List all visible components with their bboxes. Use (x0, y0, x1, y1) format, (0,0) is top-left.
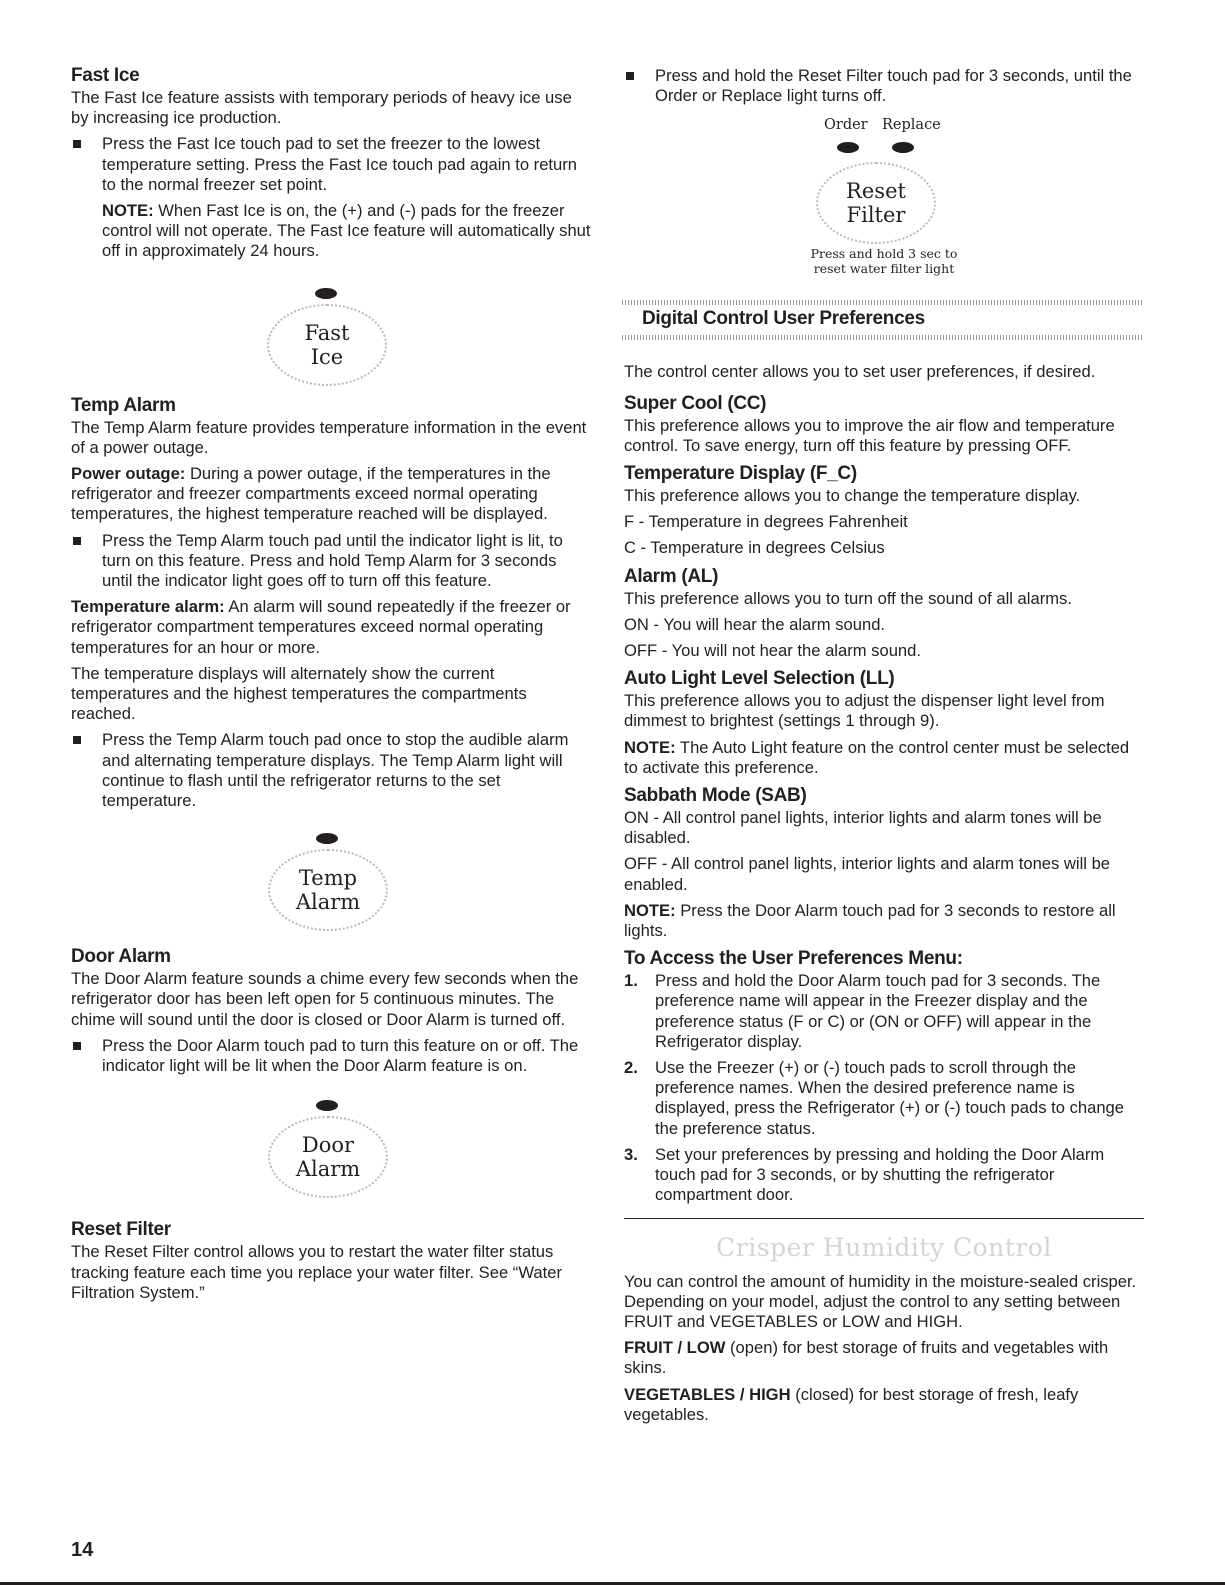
access-step (624, 971, 1144, 1052)
power-outage-label: Power outage: (71, 464, 186, 484)
access-menu-heading: To Access the User Preferences Menu: (624, 948, 963, 970)
note-label: NOTE: (624, 737, 676, 757)
pad-label-line2: Filter (846, 203, 906, 228)
pad-label-line1: Fast (304, 320, 350, 345)
alarm-off: OFF - You will not hear the alarm sound. (624, 641, 921, 661)
alarm-on: ON - You will hear the alarm sound. (624, 614, 886, 634)
note-label: NOTE: (102, 201, 154, 221)
sabbath-heading: Sabbath Mode (SAB) (624, 785, 807, 807)
hatch-divider (622, 300, 1142, 305)
temperature-alarm-paragraph (71, 597, 591, 658)
right-column (624, 66, 1144, 1431)
reset-filter-intro: The Reset Filter control allows you to restart the water filter status tracking feature each time you replace your water filter. See “Water Filtration System.” (71, 1242, 562, 1302)
section-divider (624, 1218, 1144, 1219)
note-label: NOTE: (624, 900, 676, 920)
dcup-intro: The control center allows you to set user preferences, if desired. (624, 362, 1096, 382)
indicator-light-icon (316, 833, 338, 844)
pad-label-line1: Reset (846, 179, 906, 204)
note-text: Press the Door Alarm touch pad for 3 seconds to restore all lights. (624, 900, 1116, 941)
order-label: Order (824, 117, 868, 134)
fruit-text: (open) for best storage of fruits and vegetables with skins. (624, 1338, 1109, 1378)
pad-label-line2: Alarm (295, 1157, 361, 1182)
step-text: Set your preferences by pressing and holding the Door Alarm touch pad for 3 seconds, or by shutting the refrigerator compartment door. (655, 1144, 1105, 1205)
crisper-vegetables (624, 1385, 1144, 1425)
temperature-displays-paragraph: The temperature displays will alternately show the current temperatures and the highest temperatures the compartments reached. (71, 663, 527, 724)
alarm-text: This preference allows you to turn off the sound of all alarms. (624, 588, 1072, 608)
page-number: 14 (71, 1539, 94, 1561)
pad-label-line2: Ice (310, 344, 344, 369)
crisper-fruit (624, 1338, 1144, 1378)
pad-label-line1: Temp (298, 866, 358, 891)
note-text: When Fast Ice is on, the (+) and (-) pads for the freezer control will not operate. The Fast Ice feature will automatically shut off in approximately 24 hours. (102, 201, 591, 261)
indicator-light-icon (316, 1100, 338, 1111)
step-number: 3. (624, 1144, 638, 1164)
temperature-alarm-text: An alarm will sound repeatedly if the freezer or refrigerator compartment temperatures exceed normal operating temperatures for an hour or more. (71, 597, 571, 657)
alarm-heading: Alarm (AL) (624, 565, 719, 587)
access-step (624, 1145, 1144, 1206)
door-alarm-bullet: Press the Door Alarm touch pad to turn this feature on or off. The indicator light will be lit when the Door Alarm feature is on. (71, 1036, 591, 1076)
step-number: 2. (624, 1058, 638, 1078)
power-outage-paragraph (71, 464, 591, 525)
door-alarm-section (71, 945, 591, 1206)
vegetables-text: (closed) for best storage of fresh, leafy vegetables. (624, 1384, 1079, 1424)
temp-alarm-bullet-1: Press the Temp Alarm touch pad until the indicator light is lit, to turn on this feature. Press and hold Temp Alarm for 3 seconds until the indicator light goes off to turn off this feature. (71, 531, 591, 592)
step-number: 1. (624, 971, 638, 991)
temp-alarm-pad (268, 849, 388, 931)
power-outage-text: During a power outage, if the temperatures in the refrigerator and freezer compartments exceed normal operating temperatures, the highest temperature reached will be displayed. (71, 464, 551, 524)
reset-caption-line1: Press and hold 3 sec to (810, 246, 958, 262)
temp-alarm-intro: The Temp Alarm feature provides temperature information in the event of a power outage. (71, 417, 587, 457)
temp-alarm-section (71, 394, 591, 940)
super-cool-heading: Super Cool (CC) (624, 392, 767, 414)
auto-light-note (624, 738, 1144, 778)
reset-filter-bullet: Press and hold the Reset Filter touch pad for 3 seconds, until the Order or Replace light turns off. (624, 66, 1144, 106)
fast-ice-section (71, 64, 591, 386)
temp-alarm-heading: Temp Alarm (71, 394, 176, 416)
auto-light-text: This preference allows you to adjust the dispenser light level from dimmest to brightest (settings 1 through 9). (624, 691, 1105, 731)
digital-control-preferences-banner (622, 292, 1142, 350)
door-alarm-heading: Door Alarm (71, 946, 171, 968)
pad-label-line1: Door (301, 1133, 355, 1158)
pad-label-line2: Alarm (295, 890, 361, 915)
temp-display-f: F - Temperature in degrees Fahrenheit (624, 512, 908, 532)
crisper-title: Crisper Humidity Control (716, 1232, 1052, 1262)
reset-filter-pad (816, 162, 936, 244)
access-step (624, 1058, 1144, 1139)
sabbath-on: ON - All control panel lights, interior lights and alarm tones will be disabled. (624, 808, 1102, 848)
step-text: Press and hold the Door Alarm touch pad for 3 seconds. The preference name will appear in the Freezer display and the preference status (F or C) or (ON or OFF) will appear in the Refrigerator display. (655, 971, 1101, 1051)
replace-label: Replace (882, 117, 941, 134)
replace-light-icon (892, 142, 914, 153)
fast-ice-heading: Fast Ice (71, 65, 140, 86)
fruit-label: FRUIT / LOW (624, 1338, 726, 1358)
reset-caption-line2: reset water filter light (813, 261, 955, 277)
left-column (71, 64, 591, 1309)
temp-display-text: This preference allows you to change the temperature display. (624, 486, 1081, 506)
step-text: Use the Freezer (+) or (-) touch pads to scroll through the preference names. When the desired preference name is displayed, press the Refrigerator (+) or (-) touch pads to change the preference status. (655, 1058, 1125, 1138)
temp-alarm-bullet-2: Press the Temp Alarm touch pad once to stop the audible alarm and alternating temperature displays. The Temp Alarm light will continue to flash until the refrigerator returns to the set temperature. (71, 730, 591, 811)
temperature-alarm-label: Temperature alarm: (71, 597, 225, 617)
fast-ice-note (71, 201, 591, 262)
super-cool-text: This preference allows you to improve the air flow and temperature control. To save energy, turn off this feature by pressing OFF. (624, 415, 1115, 455)
dcup-heading: Digital Control User Preferences (642, 308, 925, 330)
note-text: The Auto Light feature on the control center must be selected to activate this preference. (624, 737, 1130, 777)
fast-ice-pad-illustration (71, 268, 591, 386)
order-light-icon (837, 142, 859, 153)
temp-alarm-pad-illustration (71, 817, 591, 939)
door-alarm-pad-illustration (71, 1082, 591, 1206)
fast-ice-bullet: Press the Fast Ice touch pad to set the freezer to the lowest temperature setting. Press the Fast Ice touch pad again to return to the normal freezer set point. (71, 134, 591, 195)
reset-filter-heading: Reset Filter (71, 1219, 171, 1241)
fast-ice-intro: The Fast Ice feature assists with temporary periods of heavy ice use by increasing ice production. (71, 88, 572, 128)
sabbath-off: OFF - All control panel lights, interior lights and alarm tones will be enabled. (624, 854, 1111, 894)
fast-ice-pad (267, 304, 387, 386)
vegetables-label: VEGETABLES / HIGH (624, 1384, 791, 1404)
indicator-light-icon (315, 288, 337, 299)
auto-light-heading: Auto Light Level Selection (LL) (624, 668, 895, 690)
temp-display-heading: Temperature Display (F_C) (624, 463, 857, 485)
door-alarm-pad (268, 1116, 388, 1198)
crisper-intro: You can control the amount of humidity in the moisture-sealed crisper. Depending on your model, adjust the control to any setting between FRUIT and VEGETABLES or LOW and HIGH. (624, 1271, 1137, 1331)
reset-filter-section (71, 1218, 591, 1303)
hatch-divider (622, 335, 1142, 340)
sabbath-note (624, 901, 1144, 941)
door-alarm-intro: The Door Alarm feature sounds a chime every few seconds when the refrigerator door has been left open for 5 continuous minutes. The chime will sound until the door is closed or Door Alarm is turned off. (71, 969, 579, 1029)
temp-display-c: C - Temperature in degrees Celsius (624, 538, 885, 558)
reset-filter-illustration (624, 112, 1144, 282)
